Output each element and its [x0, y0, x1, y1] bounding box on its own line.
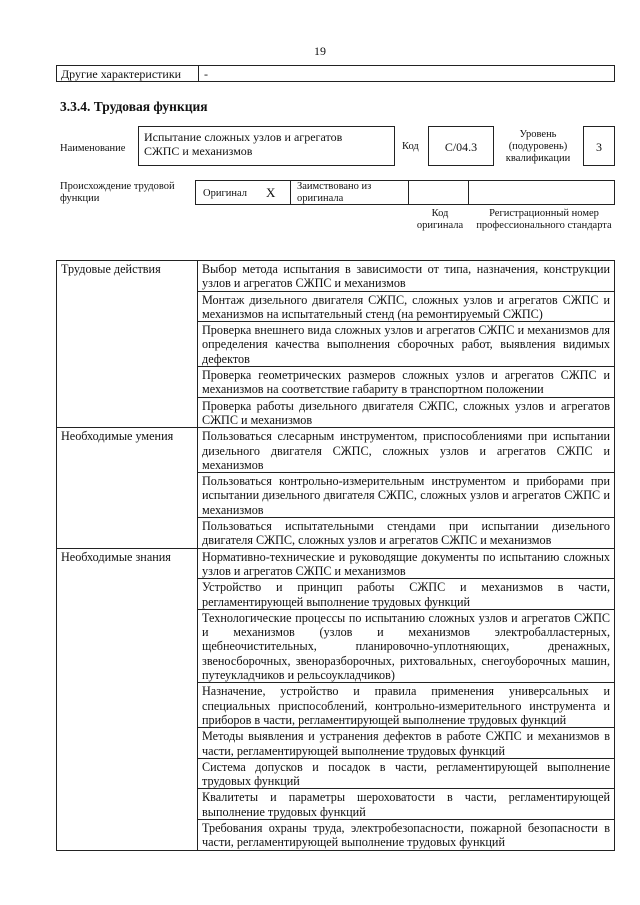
divider — [198, 66, 199, 81]
code-box — [428, 126, 494, 166]
borrowed-label: Заимствовано из оригинала — [297, 181, 372, 204]
original-label: Оригинал — [203, 188, 247, 199]
origin-label: Происхождение трудовой функции — [60, 181, 175, 204]
name-box — [138, 126, 395, 166]
section-label-skills: Необходимые умения — [57, 428, 198, 548]
list-item: Проверка внешнего вида сложных узлов и агрегатов СЖПС и механизмов для определения качества выполнения сборочных работ, выявления видимых дефектов — [198, 322, 615, 367]
list-item: Методы выявления и устранения дефектов в работе СЖПС и механизмов в части, регламентирующей выполнение трудовых функций — [198, 728, 615, 759]
table-row — [57, 548, 615, 579]
page-number: 19 — [314, 44, 326, 58]
other-characteristics-value: - — [204, 67, 208, 81]
list-item: Технологические процессы по испытанию сложных узлов и агрегатов СЖПС и механизмов (узлов и механизмов электробалластерных, щебнеочистительных, планировочно-уплотняющих, дренажных, звеносборочных, звеноразборочных, рихтовальных, снегоуборочных машин, путеукладчиков и рельсоукладчиков) — [198, 609, 615, 682]
name-label: Наименование — [60, 143, 126, 154]
list-item: Устройство и принцип работы СЖПС и механизмов в части, регламентирующей выполнение трудовых функций — [198, 579, 615, 610]
code-label: Код — [402, 141, 419, 152]
origin-box — [195, 180, 615, 205]
level-box — [583, 126, 615, 166]
list-item: Выбор метода испытания в зависимости от типа, назначения, конструкции узлов и агрегатов СЖПС и механизмов — [198, 261, 615, 292]
list-item: Назначение, устройство и правила применения универсальных и специальных приспособлений, контрольно-измерительного инструмента и приборов в части, регламентирующей выполнение трудовых функций — [198, 683, 615, 728]
section-label-knowledge: Необходимые знания — [57, 548, 198, 850]
list-item: Требования охраны труда, электробезопасности, пожарной безопасности в части, регламентирующей выполнение трудовых функций — [198, 819, 615, 850]
list-item: Нормативно-технические и руководящие документы по испытанию сложных узлов и агрегатов СЖПС и механизмов — [198, 548, 615, 579]
original-mark: X — [266, 185, 276, 200]
list-item: Проверка работы дизельного двигателя СЖПС, сложных узлов и агрегатов СЖПС и механизмов — [198, 397, 615, 428]
level-label: Уровень (подуровень) квалификации — [505, 129, 571, 164]
list-item: Пользоваться контрольно-измерительным инструментом и приборами при испытании дизельного двигателя СЖПС, сложных узлов и агрегатов СЖПС и механизмов — [198, 473, 615, 518]
name-value: Испытание сложных узлов и агрегатов СЖПС и механизмов — [144, 130, 343, 158]
reg-number-caption: Регистрационный номер профессионального стандарта — [476, 208, 612, 231]
list-item: Пользоваться слесарным инструментом, приспособлениями при испытании дизельного двигателя СЖПС, сложных узлов и агрегатов СЖПС и механизмов — [198, 428, 615, 473]
list-item: Проверка геометрических размеров сложных узлов и агрегатов СЖПС и механизмов на соответствие габариту в транспортном положении — [198, 367, 615, 398]
code-original-caption: Код оригинала — [416, 208, 464, 231]
other-characteristics-row — [56, 65, 615, 82]
other-characteristics-label: Другие характеристики — [61, 67, 182, 81]
list-item: Пользоваться испытательными стендами при испытании дизельного двигателя СЖПС, сложных узлов и агрегатов СЖПС и механизмов — [198, 518, 615, 549]
table-row — [57, 261, 615, 292]
list-item: Система допусков и посадок в части, регламентирующей выполнение трудовых функций — [198, 758, 615, 789]
divider — [408, 181, 409, 204]
section-label-actions: Трудовые действия — [57, 261, 198, 428]
table-row — [57, 428, 615, 473]
level-value: 3 — [596, 140, 602, 154]
divider — [290, 181, 291, 204]
section-heading: 3.3.4. Трудовая функция — [60, 99, 208, 114]
divider — [468, 181, 469, 204]
code-value: С/04.3 — [444, 140, 478, 154]
function-table — [56, 260, 615, 851]
list-item: Монтаж дизельного двигателя СЖПС, сложных узлов и агрегатов СЖПС и механизмов на испытательный стенд (на ремонтируемый СЖПС) — [198, 291, 615, 322]
list-item: Квалитеты и параметры шероховатости в части, регламентирующей выполнение трудовых функций — [198, 789, 615, 820]
